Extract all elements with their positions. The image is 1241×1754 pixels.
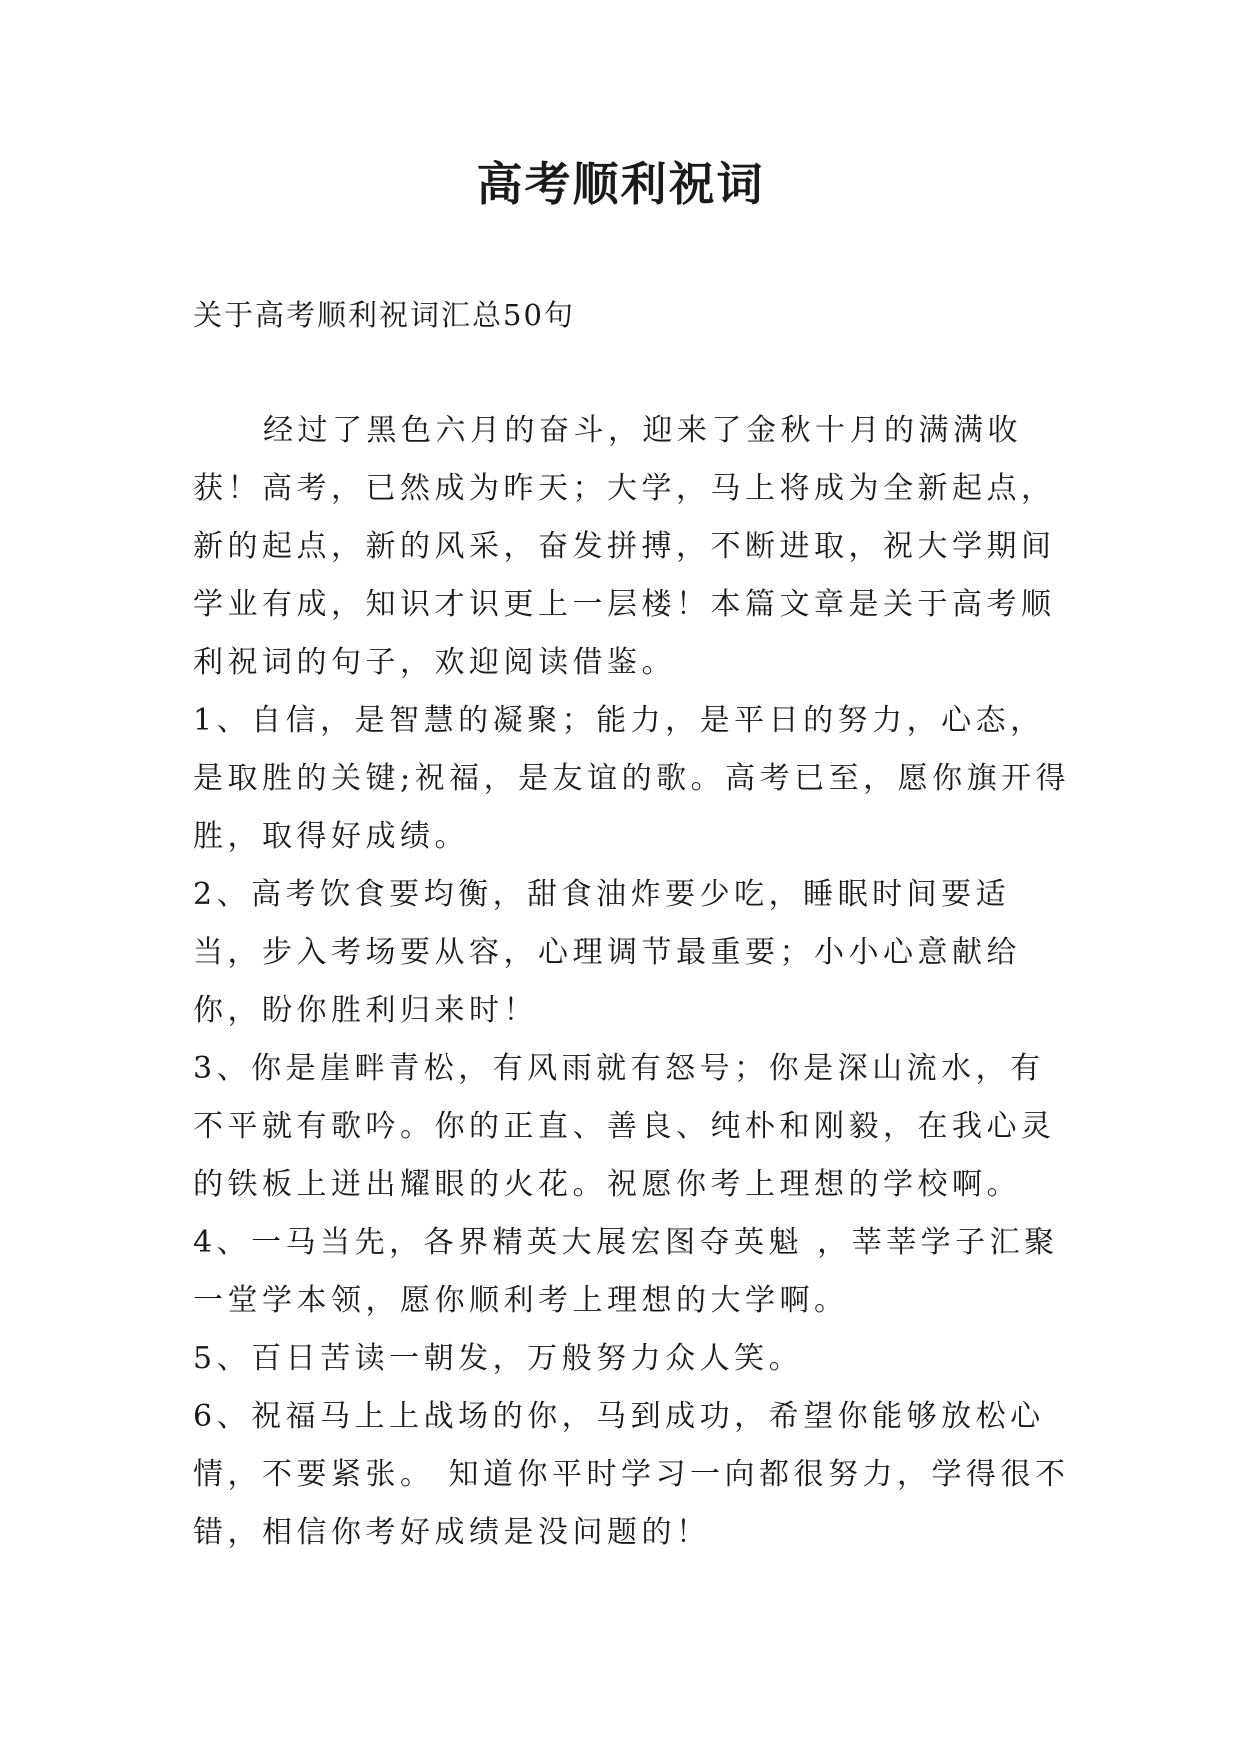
list-item: 3、你是崖畔青松，有风雨就有怒号；你是深山流水，有不平就有歌吟。你的正直、善良、纯朴和刚毅，在我心灵的铁板上迸出耀眼的火花。祝愿你考上理想的学校啊。 [193,1051,1056,1202]
intro-paragraph: 经过了黑色六月的奋斗，迎来了金秋十月的满满收获！高考，已然成为昨天；大学，马上将成为全新起点，新的起点，新的风采，奋发拼搏，不断进取，祝大学期间学业有成，知识才识更上一层楼！本篇文章是关于高考顺利祝词的句子，欢迎阅读借鉴。 [193,413,1056,680]
list-item: 1、自信，是智慧的凝聚；能力，是平日的努力，心态，是取胜的关键;祝福，是友谊的歌。高考已至，愿你旗开得胜，取得好成绩。 [193,703,1071,854]
list-item: 2、高考饮食要均衡，甜食油炸要少吃，睡眠时间要适当，步入考场要从容，心理调节最重要；小小心意献给你，盼你胜利归来时！ [193,877,1021,1028]
article-body [193,402,1073,1562]
page-subtitle: 关于高考顺利祝词汇总50句 [193,298,575,332]
list-item: 6、祝福马上上战场的你，马到成功，希望你能够放松心情，不要紧张。 知道你平时学习一向都很努力，学得很不错，相信你考好成绩是没问题的！ [193,1399,1070,1550]
list-item: 5、百日苦读一朝发，万般努力众人笑。 [193,1341,804,1376]
list-item: 4、一马当先，各界精英大展宏图夺英魁 ，莘莘学子汇聚一堂学本领，愿你顺利考上理想的大学啊。 [193,1225,1059,1318]
page-title: 高考顺利祝词 [476,157,765,211]
